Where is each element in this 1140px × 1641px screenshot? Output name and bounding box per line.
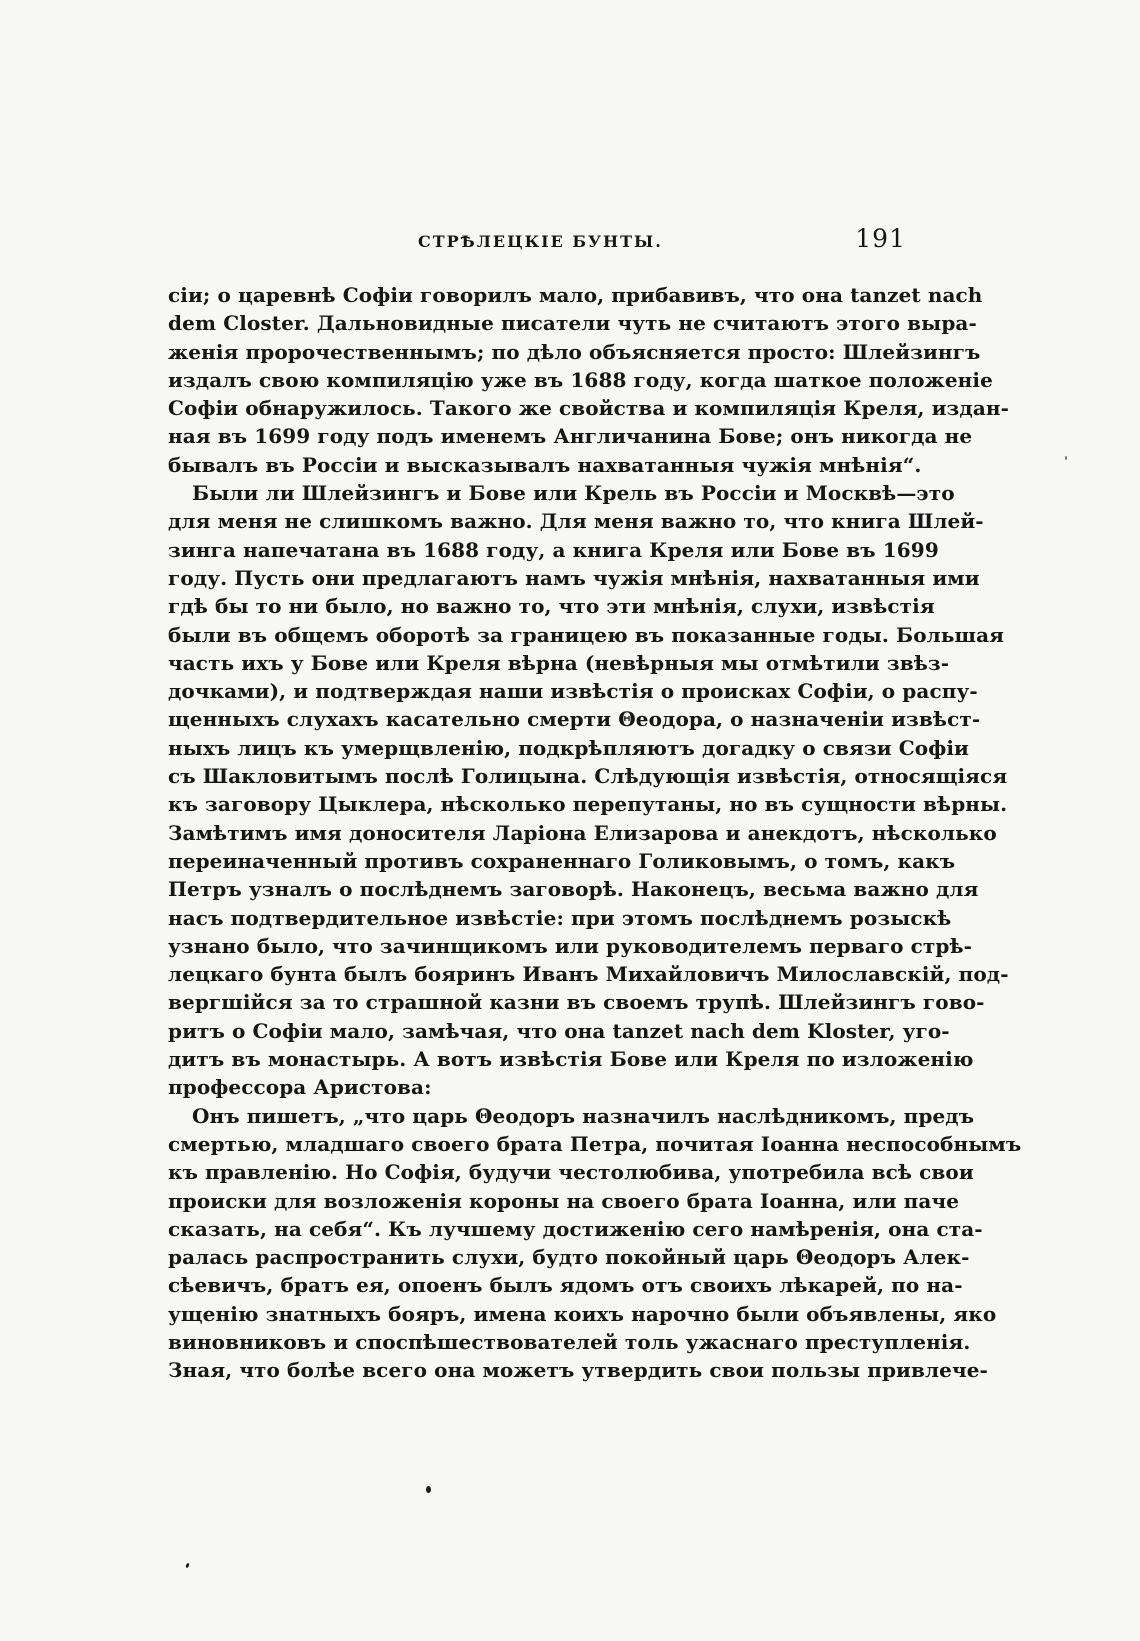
text-line: профессора Аристова: [168,1075,432,1100]
text-line: дитъ въ монастырь. А вотъ извѣстія Бове или Креля по изложенію [168,1047,974,1072]
text-line: сіи; о царевнѣ Софіи говорилъ мало, прибавивъ, что она tanzet nach [168,283,983,307]
page-number: 191 [855,224,906,253]
text-line: виновниковъ и споспѣшествователей толь ужаснаго преступленія. [168,1329,971,1354]
text-line: ущенію знатныхъ бояръ, имена коихъ нарочно были объявлены, яко [168,1301,997,1326]
running-title: СТРѢЛЕЦКІЕ БУНТЫ. [418,232,663,251]
text-line: ралась распространить слухи, будто покойный царь Θеодоръ Алек- [168,1245,970,1270]
text-line: лецкаго бунта былъ бояринъ Иванъ Михайловичъ Милославскій, под- [168,962,1009,987]
text-line: для меня не слишкомъ важно. Для меня важно то, что книга Шлей- [168,509,984,534]
text-line: смертью, младшаго своего брата Петра, почитая Іоанна неспособнымъ [168,1131,1022,1156]
text-line: часть ихъ у Бове или Креля вѣрна (невѣрныя мы отмѣтили звѣз- [168,650,950,675]
page-header [162,224,906,258]
text-line: Петръ узналъ о послѣднемъ заговорѣ. Наконецъ, весьма важно для [168,877,979,902]
text-line: щенныхъ слухахъ касательно смерти Θеодора, о назначеніи извѣст- [168,707,981,732]
text-line: Софіи обнаружилось. Такого же свойства и компиляція Креля, издан- [168,396,1010,421]
paragraph-start-line: Были ли Шлейзингъ и Бове или Крель въ Россіи и Москвѣ—это [192,481,955,506]
text-line: были въ общемъ оборотѣ за границею въ показанные годы. Большая [168,622,1005,647]
text-line: dem Closter. Дальновидные писатели чуть не считаютъ этого выра- [168,311,977,336]
text-line: году. Пусть они предлагаютъ намъ чужія мнѣнія, нахватанныя ими [168,565,980,590]
text-line: сказать, на себя“. Къ лучшему достиженію сего намѣренія, она ста- [168,1216,983,1241]
ink-spot [185,1563,190,1569]
text-line: къ заговору Цыклера, нѣсколько перепутаны, но въ сущности вѣрны. [168,792,1008,817]
text-line: зинга напечатана въ 1688 году, а книга Креля или Бове въ 1699 [168,537,939,562]
ink-spot [426,1486,431,1493]
text-line: дочками), и подтверждая наши извѣстія о происках Софіи, о распу- [168,679,978,704]
text-line: съ Шакловитымъ послѣ Голицына. Слѣдующія извѣстія, относящіяся [168,764,1008,789]
text-line: Замѣтимъ имя доносителя Ларіона Елизарова и анекдотъ, нѣсколько [168,820,997,845]
text-line: гдѣ бы то ни было, но важно то, что эти мнѣнія, слухи, извѣстія [168,594,935,619]
text-line: насъ подтвердительное извѣстіе: при этомъ послѣднемъ розыскѣ [168,905,952,930]
text-line: Зная, что болѣе всего она можетъ утвердить свои пользы привлече- [168,1358,988,1383]
text-line: узнано было, что зачинщикомъ или руководителемъ перваго стрѣ- [168,933,973,958]
text-line: ритъ о Софіи мало, замѣчая, что она tanzet nach dem Kloster, уго- [168,1018,950,1043]
text-line: ныхъ лицъ къ умерщвленію, подкрѣпляютъ догадку о связи Софіи [168,735,969,760]
main-text [168,281,1022,1451]
text-line: сѣевичъ, братъ ея, опоенъ былъ ядомъ отъ своихъ лѣкарей, по на- [168,1273,963,1298]
text-line: ная въ 1699 году подъ именемъ Англичанина Бове; онъ никогда не [168,424,973,449]
text-line: переиначенный противъ сохраненнаго Голиковымъ, о томъ, какъ [168,848,956,873]
text-line: бывалъ въ Россіи и высказывалъ нахватанныя чужія мнѣнія“. [168,452,922,477]
text-line: издалъ свою компиляцію уже въ 1688 году, когда шаткое положеніе [168,367,993,392]
text-line: къ правленію. Но Софія, будучи честолюбива, употребила всѣ свои [168,1160,974,1185]
text-line: происки для возложенія короны на своего брата Іоанна, или паче [168,1188,960,1213]
ink-spot [1065,456,1067,460]
text-line: вергшійся за то страшной казни въ своемъ трупѣ. Шлейзингъ гово- [168,990,985,1015]
text-line: женія пророчественнымъ; по дѣло объясняется просто: Шлейзингъ [168,339,981,364]
paragraph-start-line: Онъ пишетъ, „что царь Θеодоръ назначилъ наслѣдникомъ, предъ [192,1103,975,1128]
